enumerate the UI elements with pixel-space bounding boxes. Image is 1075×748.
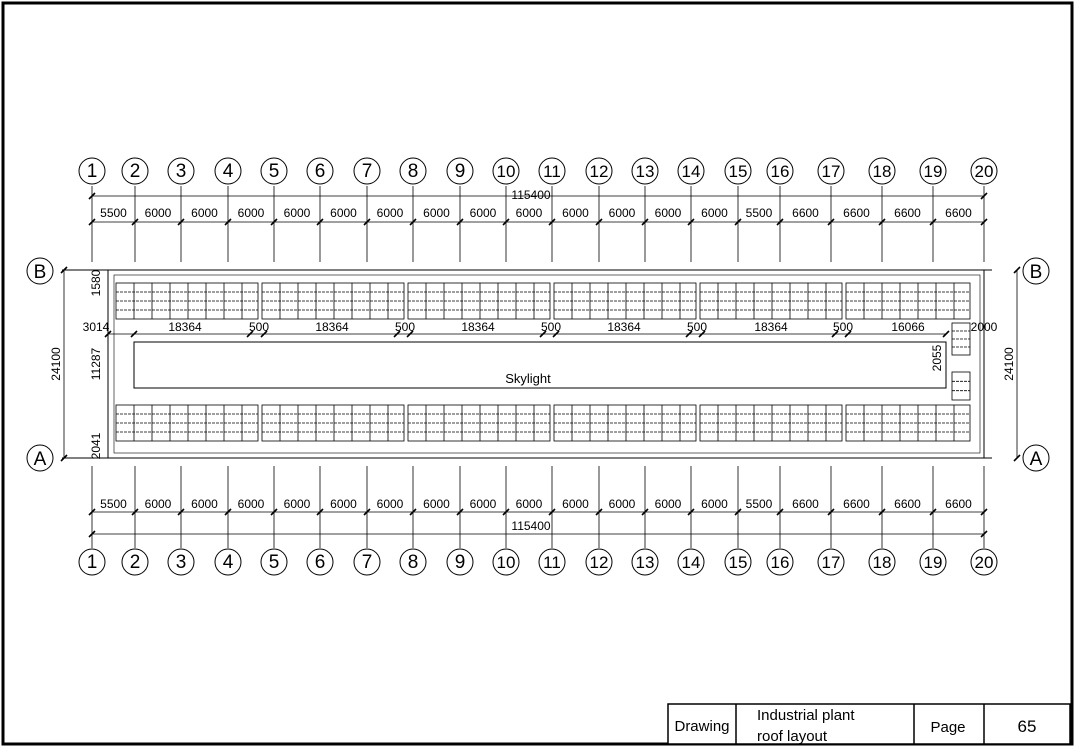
- axis-label-8: 8: [407, 161, 419, 182]
- title-block: [668, 704, 1070, 745]
- panel-dim-block: 18364: [168, 320, 202, 334]
- span-dim-13: 6000: [654, 497, 682, 511]
- span-dim-11: 6000: [562, 497, 589, 511]
- panel-dim-gap: 500: [686, 320, 708, 334]
- panel-block: [952, 372, 970, 400]
- axis-label-9: 9: [454, 552, 466, 573]
- span-dim-16: 6600: [792, 497, 819, 511]
- axis-label-6: 6: [314, 161, 326, 182]
- axis-label-10: 10: [496, 162, 516, 181]
- title-block-title-line1: Industrial plant: [757, 707, 855, 724]
- span-dim-15: 5500: [745, 497, 773, 511]
- span-dim-1: 5500: [100, 497, 127, 511]
- axis-gridlines: [92, 186, 984, 548]
- axis-label-1: 1: [86, 552, 98, 573]
- span-dim-10: 6000: [515, 206, 543, 220]
- span-dim-12: 6000: [608, 497, 636, 511]
- axis-label-5: 5: [268, 161, 280, 182]
- title-block-page-label: Page: [930, 719, 966, 736]
- axis-label-4: 4: [222, 552, 234, 573]
- axis-label-16: 16: [770, 162, 790, 181]
- panel-dim-last_block: 16066: [891, 320, 925, 334]
- axis-label-18: 18: [872, 162, 892, 181]
- span-dim-14: 6000: [701, 497, 728, 511]
- span-dim-18: 6600: [894, 497, 921, 511]
- panel-dim-gap: 500: [832, 320, 854, 334]
- axis-label-6: 6: [314, 552, 326, 573]
- panel-dim-gap: 500: [394, 320, 416, 334]
- span-dim-4: 6000: [237, 206, 265, 220]
- span-dim-4: 6000: [237, 497, 265, 511]
- axis-label-2: 2: [129, 552, 141, 573]
- axis-label-19: 19: [923, 162, 943, 181]
- span-dim-2: 6000: [144, 206, 172, 220]
- row-label-A: A: [1029, 449, 1043, 470]
- axis-label-14: 14: [681, 162, 701, 181]
- total-length-dim: 115400: [511, 519, 551, 533]
- axis-label-11: 11: [543, 162, 561, 181]
- span-dim-1: 5500: [100, 206, 127, 220]
- span-dim-5: 6000: [283, 206, 311, 220]
- axis-label-16: 16: [770, 553, 790, 572]
- panel-dim-block: 18364: [607, 320, 641, 334]
- panel-dim-left_start: 3014: [82, 320, 110, 334]
- span-dim-16: 6600: [792, 206, 819, 220]
- title-block-drawing-label: Drawing: [674, 718, 730, 735]
- axis-label-1: 1: [86, 161, 98, 182]
- axis-label-17: 17: [821, 553, 841, 572]
- span-dim-10: 6000: [515, 497, 543, 511]
- axis-label-3: 3: [175, 552, 187, 573]
- span-dim-9: 6000: [469, 206, 497, 220]
- axis-label-2: 2: [129, 161, 141, 182]
- panel-vdim-top_edge: 1580: [89, 269, 103, 297]
- panel-vdim-skylight_zone: 11287: [89, 347, 103, 381]
- span-dim-2: 6000: [144, 497, 172, 511]
- span-dim-19: 6600: [945, 497, 972, 511]
- span-dim-7: 6000: [376, 206, 404, 220]
- panel-dim-block: 18364: [754, 320, 788, 334]
- panel-dim-block: 18364: [315, 320, 349, 334]
- axis-label-20: 20: [974, 162, 994, 181]
- axis-label-7: 7: [361, 552, 373, 573]
- span-dim-15: 5500: [745, 206, 773, 220]
- span-dim-19: 6600: [945, 206, 972, 220]
- panel-vdim-bottom_edge: 2041: [89, 432, 103, 460]
- axis-label-4: 4: [222, 161, 234, 182]
- span-dim-17: 6600: [843, 497, 870, 511]
- span-dim-6: 6000: [330, 497, 357, 511]
- span-dim-17: 6600: [843, 206, 870, 220]
- axis-label-5: 5: [268, 552, 280, 573]
- axis-label-12: 12: [589, 553, 609, 572]
- span-dim-14: 6000: [701, 206, 728, 220]
- dimension-lines: [61, 193, 1020, 537]
- span-dim-6: 6000: [330, 206, 357, 220]
- axis-label-18: 18: [872, 553, 892, 572]
- panel-dim-gap: 500: [248, 320, 270, 334]
- span-dim-8: 6000: [423, 206, 450, 220]
- total-width-dim-left: 24100: [49, 347, 63, 381]
- axis-label-15: 15: [728, 162, 748, 181]
- span-dim-9: 6000: [469, 497, 497, 511]
- axis-label-9: 9: [454, 161, 466, 182]
- title-block-page-number: 65: [1017, 717, 1037, 736]
- axis-label-15: 15: [728, 553, 748, 572]
- span-dim-18: 6600: [894, 206, 921, 220]
- axis-label-12: 12: [589, 162, 609, 181]
- panel-dim-gap: 500: [540, 320, 562, 334]
- total-width-dim-right: 24100: [1002, 347, 1016, 381]
- span-dim-3: 6000: [191, 206, 218, 220]
- row-label-B: B: [33, 262, 47, 283]
- span-dim-8: 6000: [423, 497, 450, 511]
- axis-label-8: 8: [407, 552, 419, 573]
- skylight-label: Skylight: [505, 371, 551, 386]
- axis-label-17: 17: [821, 162, 841, 181]
- span-dim-7: 6000: [376, 497, 404, 511]
- span-dim-11: 6000: [562, 206, 589, 220]
- title-block-title-line2: roof layout: [757, 728, 828, 745]
- axis-label-10: 10: [496, 553, 516, 572]
- dimension-labels: [49, 188, 1016, 533]
- span-dim-3: 6000: [191, 497, 218, 511]
- axis-label-20: 20: [974, 553, 994, 572]
- roof-inner-edge: [114, 275, 980, 453]
- axis-label-13: 13: [635, 553, 655, 572]
- axis-label-3: 3: [175, 161, 187, 182]
- span-dim-13: 6000: [654, 206, 682, 220]
- panel-dim-block: 18364: [461, 320, 495, 334]
- building-outline: [62, 270, 992, 458]
- row-label-B: B: [1029, 262, 1043, 283]
- axis-label-14: 14: [681, 553, 701, 572]
- panel-vdim-right_panel: 2055: [930, 344, 944, 372]
- axis-label-19: 19: [923, 553, 943, 572]
- span-dim-12: 6000: [608, 206, 636, 220]
- axis-label-7: 7: [361, 161, 373, 182]
- axis-label-11: 11: [543, 553, 561, 572]
- panel-dim-right_end: 2000: [970, 320, 998, 334]
- total-length-dim: 115400: [511, 188, 551, 202]
- axis-label-13: 13: [635, 162, 655, 181]
- row-label-A: A: [33, 449, 47, 470]
- solar-panel-array: [116, 283, 970, 441]
- span-dim-5: 6000: [283, 497, 311, 511]
- roof-edge: [108, 270, 984, 458]
